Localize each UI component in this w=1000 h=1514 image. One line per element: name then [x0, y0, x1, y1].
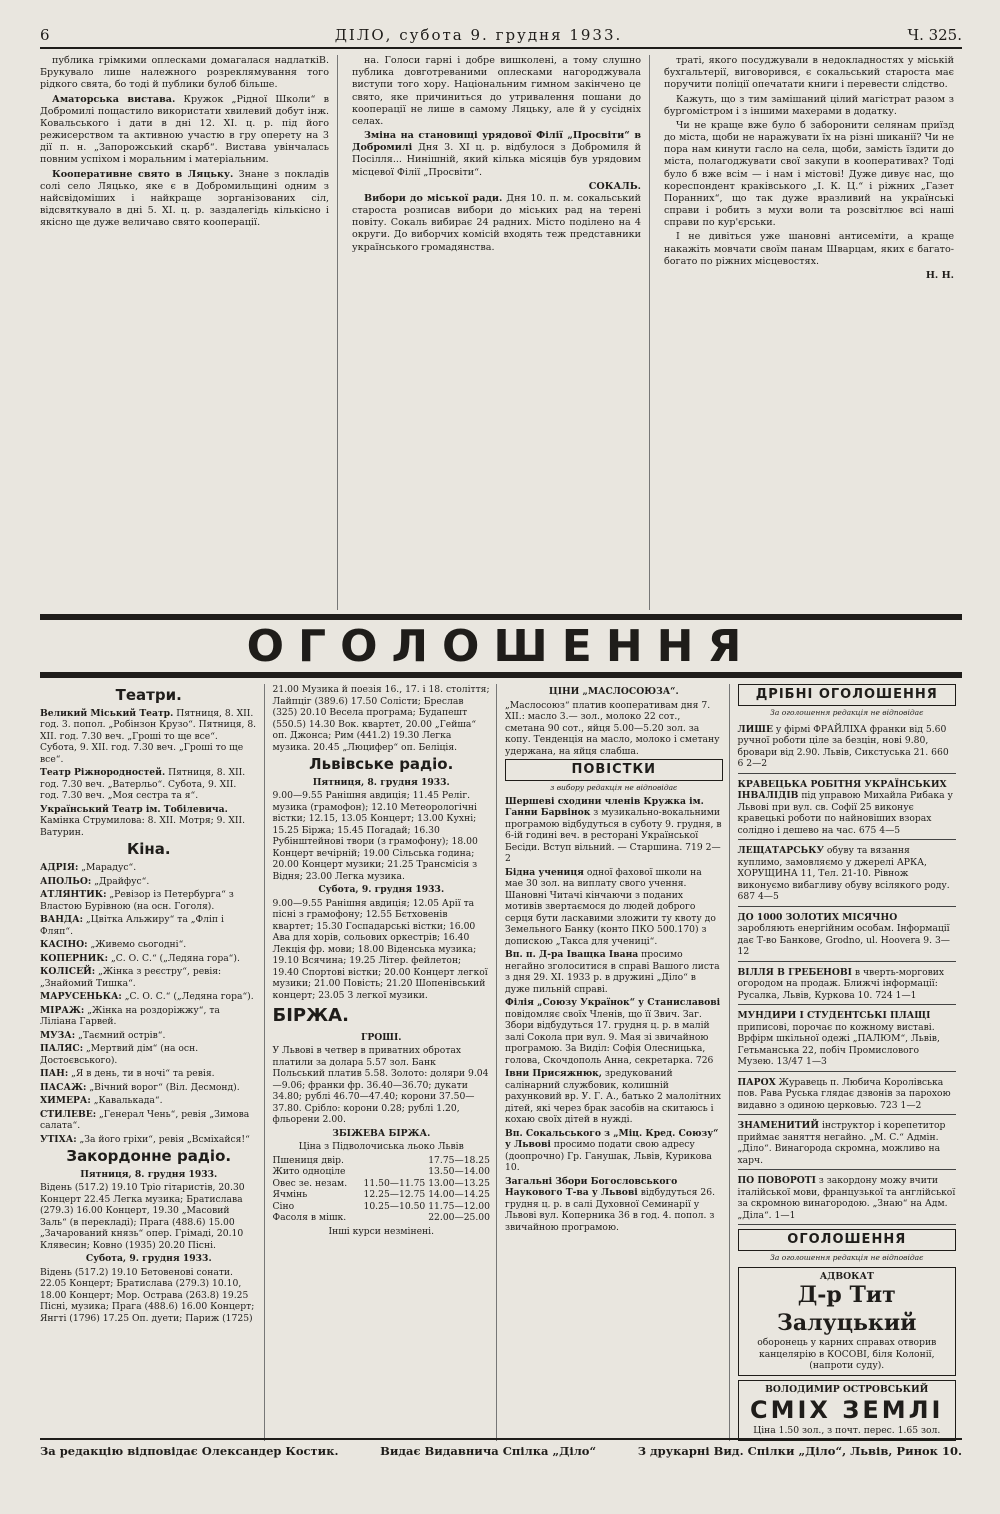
- paragraph-heading: Зміна на становищі урядової Філії „Просвіти“ в Добромилі: [352, 130, 641, 154]
- paragraph-heading: Кооперативне свято в Ляцьку.: [52, 168, 234, 180]
- small-ad-code: 13/47 1—3: [776, 1056, 827, 1068]
- article-signature: СОКАЛЬ.: [588, 180, 641, 192]
- cinema-item-heading: ПАСАЖ:: [40, 1081, 87, 1093]
- paragraph-text: Чи не краще вже було б заборонити селянам приїзд до міста, щоби не наражувати їх на різні шиканії? Чи не пора нам кинути гасло на села, щоби, замість їздити до міста, полагоджувати свої закупи в кооперативах? Тоді було б вже всім — і нам і містові! Дуже дивує нас, що кореспондент краківського „І. К. Ц.“ і ріжних „Газет Поранних“, що так дуже вразливий на українські справи і робить з мухи воли та розсвітлює всі наші справи по кур'єрськи.: [664, 119, 954, 229]
- cinema-item: [40, 1082, 258, 1094]
- grain-name: Овес зе. незам.: [272, 1177, 348, 1189]
- small-ad-heading: ЗНАМЕНИТИЙ: [737, 1120, 820, 1132]
- cinema-item-text: „Я в день, ти в ночі“ та ревія.: [71, 1068, 215, 1079]
- cinema-item-text: „Марадус“.: [81, 862, 137, 873]
- grain-row: [273, 1201, 491, 1213]
- notice-item-text: одної фахової школи на мае 30 зол. на виплату свого учення. Шановні Читачі кінчаючи з поданих мотивів звертаємося до людей доброго серця бути ласкавими зложити ту квоту до Земельного Банку (конто ПКО 500.170) з допискою „Такса для учениці“.: [505, 866, 716, 947]
- small-ad-heading: КРАВЕЦЬКА РОБІТНЯ УКРАЇНСЬКИХ ІНВАЛІДІВ: [737, 778, 947, 802]
- article-column-3: [664, 55, 962, 610]
- ads-column-4: [738, 684, 963, 1441]
- lawyer-name: Д-р Тит Залуцький: [777, 1282, 917, 1336]
- notice-item: [505, 1176, 723, 1234]
- ads-disclaimer-2: За оголошення редакція не відповідає: [770, 1253, 924, 1263]
- cinema-item: [40, 1043, 258, 1066]
- ads-column-3: [505, 684, 730, 1441]
- cinema-heading: Кіна.: [126, 840, 171, 859]
- notice-item: [505, 867, 723, 948]
- cinema-item-text: „Мертвий дім“ (на осн. Достоєвського).: [40, 1043, 199, 1066]
- grain-price: 22.00—25.00: [428, 1212, 490, 1224]
- notice-item-heading: Шершеві сходини членів Кружка ім. Ганни Барвінок: [505, 795, 704, 819]
- notice-item-text: просимо подати свою адресу (доопрочно) Гр. Ганушак, Львів, Курикова 10.: [505, 1139, 712, 1174]
- article-paragraph: [664, 94, 954, 118]
- prices-heading: ЦІНИ „МАСЛОСОЮЗА“.: [548, 686, 679, 697]
- small-ad: [738, 1007, 957, 1072]
- notices-disclaimer: з вибору редакція не відповідає: [550, 783, 678, 793]
- small-ad-code: 3—12: [737, 934, 950, 958]
- article-paragraph: [352, 193, 641, 254]
- notice-item-heading: Вп. п. Д-ра Іващка Івана: [505, 949, 639, 961]
- small-ad-heading: ПАРОХ: [737, 1076, 776, 1088]
- cinema-item-heading: УТІХА:: [40, 1133, 77, 1145]
- article-paragraph: [664, 120, 954, 230]
- grain-price: 17.75—18.25: [428, 1154, 490, 1166]
- paragraph-text: на. Голоси гарні і добре вишколені, а тому слушно публика довготреваними оплесками нагороджувала виступи того хору. Національним гимном закінчено це свято, яке причиниться до утривалення пошани до кооперації не лише в самому Ляцьку, але й у сусідніх селах.: [352, 55, 641, 127]
- book-ad: [738, 1380, 957, 1441]
- theatre-item-text: Пятниця, 8. XII. год. 3. попол. „Робінзон Крузо“. Пятниця, 8. XII. год. 7.30 веч. „Гроші то ще все“. Субота, 9. XII. год. 7.30 веч. „Гроші то ще все“.: [40, 707, 257, 765]
- small-ad-text: з закордону можу вчити італійської мови, французької та англійської за скромною винагородою. „Знаю“ на Адм. „Діла“.: [737, 1175, 956, 1221]
- grain-price: 13.50—14.00: [428, 1166, 490, 1178]
- theatre-list: [40, 708, 258, 839]
- ads-heading-2: ОГОЛОШЕННЯ: [738, 1229, 957, 1251]
- small-ad: [738, 964, 957, 1006]
- cinema-item-text: „Ревізор із Петербурга“ з Властою Бурівною (на осн. Гоголя).: [40, 889, 234, 912]
- notice-item-text: зредукований салінарний службовик, колишній рахунковий вр. У. Г. А., батько 2 малолітних дітей, які через брак засобів на скитаюсь і кохаю своїх дітей в нужді.: [505, 1068, 722, 1126]
- cinema-item-heading: СТИЛЕВЕ:: [40, 1108, 97, 1120]
- notice-item-code: 719 2—2: [505, 841, 721, 865]
- cinema-item-text: „Генерал Чень“, ревія „Зимова салата“.: [40, 1108, 250, 1131]
- small-ad-text: в чверть-моргових огородом на продаж. Ближчі інформації: Русалка, Львів, Куркова 10.: [737, 966, 945, 1001]
- cinema-item-heading: КОПЕРНИК:: [40, 952, 109, 964]
- paragraph-text: траті, якого посуджували в недокладностях у міській бухгальтерії, виговорився, є сокальський староста має поручити поліції опечатати книги і перевести слідство.: [664, 55, 954, 91]
- paragraph-text: Знане з покладів солі село Ляцько, яке є в Добромильщині одним з найсвідоміших і найкраще зорганізованих сіл, відсвяткувало в дні 5. XI. ц. р. заздалегідь кількісно і якісно ще дуже величаво свято кооперації.: [40, 168, 329, 229]
- grain-row: [273, 1178, 491, 1190]
- grain-row: [273, 1212, 491, 1224]
- cinema-item: [40, 1030, 258, 1042]
- cinema-item: [40, 862, 258, 874]
- cinema-item-text: „Цвітка Альжиру“ та „Фліп і Фляп“.: [40, 914, 224, 937]
- small-ad-heading: ЛЕЩАТАРСЬКУ: [737, 845, 824, 857]
- small-ad-text: Журавець п. Любича Королівська пов. Рава Руська глядає дзвонів за парохою видавно з одиною церковью.: [737, 1076, 951, 1111]
- notice-item-heading: Бідна учениця: [505, 866, 584, 878]
- small-ad-heading: ДО 1000 ЗОЛОТИХ МІСЯЧНО: [737, 911, 898, 923]
- footer-publisher: Видає Видавнича Спілка „Діло“: [380, 1444, 597, 1458]
- cinema-item: [40, 1109, 258, 1132]
- cinema-item-heading: ВАНДА:: [40, 914, 83, 925]
- page-number: 6: [40, 26, 50, 44]
- cinema-item: [40, 914, 258, 937]
- small-ad-heading: ЛИШЕ: [737, 723, 773, 735]
- radio-date-2: Субота, 9. грудня 1933.: [85, 1253, 212, 1265]
- lawyer-text: оборонець у карних справах отворив канцелярію в КОСОВІ, біля Колонії, (напроти суду).: [757, 1337, 937, 1372]
- masthead-title: ДІЛО, субота 9. грудня 1933.: [334, 26, 623, 44]
- paragraph-text: Кружок „Рідної Школи“ в Добромилі пощастило використати хвилевий добут інж. Ковальського і дати в дні 12. XI. ц. р. під його режисерством та активною участю в гру оперету на 3 дії п. н. „Запорожський скарб“. Вистава увінчалась повним успіхом і моральним і матеріальним.: [40, 93, 329, 166]
- notice-item-heading: Івни Присяжнюк,: [505, 1068, 602, 1080]
- lawyer-ad: [738, 1267, 957, 1376]
- paragraph-heading: Аматорська вистава.: [52, 93, 176, 105]
- theatre-heading: Театри.: [115, 686, 182, 704]
- cinema-item-heading: ХИМЕРА:: [40, 1095, 91, 1106]
- money-rates: У Львові в четвер в приватних обротах платили за долара 5.57 зол. Банк Польський платив 5.58. Золото: доляри 9.04—9.06; франки фр. 36.40—36.70; дукати 34.80; рублі 46.70—47.40; корони 37.50—37.80. Срібло: корони 0.28; рублі 1.20, фльорени 2.00.: [272, 1045, 489, 1126]
- article-column-2: [352, 55, 650, 610]
- cinema-item-text: „С. О. С.“ („Ледяна гора“).: [110, 952, 240, 964]
- small-ad-heading: ВІЛЛЯ В ГРЕБЕНОВІ: [737, 966, 852, 978]
- cinema-item-text: „Кавалькада“.: [93, 1095, 163, 1106]
- cinema-item-heading: КОЛІСЕЙ:: [40, 966, 96, 977]
- small-ad-text: приписові, порочає по кожному виставі. Врфірм шкільної одежі „ПАЛЮМ“, Львів, Гетьманська 22, побіч Промислового Музею.: [737, 1021, 940, 1068]
- grain-price: 12.25—12.75 14.00—14.25: [363, 1189, 490, 1201]
- notice-item: [505, 1068, 723, 1126]
- small-ads-list: [738, 721, 957, 1226]
- notice-item-heading: Вп. Сокальського з „Міц. Кред. Союзу“ у Львові: [505, 1127, 719, 1151]
- cinema-item-text: „Жінка з реєстру“, ревія: „Знайомий Тишка“.: [40, 966, 222, 989]
- grain-exchange-sub: Ціна з Підволочиська льоко Львів: [298, 1141, 464, 1153]
- cinema-item-heading: АДРІЯ:: [40, 862, 79, 873]
- cinema-item-text: „С. О. С.“ („Ледяна гора“).: [124, 991, 254, 1002]
- cinema-item: [40, 1095, 258, 1107]
- small-ad-text: обуву та вязання куплимо, замовляємо у джерелі АРКА, ХОРУЩИНА 11, Тел. 21-10. Рівнож виконуємо вибагливу обуву всілякого роду.: [737, 845, 950, 891]
- cinema-list: [40, 862, 258, 1145]
- cinema-item: [40, 1134, 258, 1146]
- small-ad-code: 660 6 2—2: [737, 746, 949, 770]
- small-ad-code: 687 4—5: [737, 891, 779, 903]
- book-author: ВОЛОДИМИР ОСТРОВСЬКИЙ: [765, 1383, 929, 1395]
- notice-item-heading: Філія „Союзу Українок“ у Станиславові: [505, 997, 721, 1009]
- grain-note: Інші курси незмінені.: [328, 1225, 435, 1237]
- grain-exchange-heading: ЗБІЖЕВА БІРЖА.: [332, 1127, 431, 1139]
- notice-item: [505, 796, 723, 865]
- paragraph-text: Дня 3. XI ц. р. відбулося з Добромиля й Посілля... Нинішній, який кілька місяців був урядовим місцевої Філії „Просвіти“.: [352, 142, 641, 178]
- grain-row: [273, 1155, 491, 1167]
- small-ad-text: заробляють енергійним особам. Інформації дає Т-во Банкове, Grodno, ul. Hoovera 9.: [737, 923, 950, 946]
- paragraph-heading: Вибори до міської ради.: [364, 192, 503, 204]
- cinema-item: [40, 966, 258, 989]
- lviv-radio-program-1: 9.00—9.55 Ранішня авдиція; 11.45 Реліг. музика (грамофон); 12.10 Метеорологічні вістки; 12.15, 13.05 Концерт; 13.00 Кухні; 15.25 Біржа; 15.45 Погадай; 16.30 Рубінштейнові твори (з грамофону); 18.00 Концерт вечірній; 19.00 Сільська година; 20.00 Концерт музики; 21.25 Трансмісія з Відня; 23.00 Легка музика.: [272, 790, 478, 882]
- cinema-item-heading: МІРАЖ:: [40, 1004, 85, 1016]
- grain-name: Сіно: [272, 1200, 295, 1212]
- notice-item-text: просимо негайно зголоситися в справі Вашого листа з дня 29. XI. 1933 р. в дружині „Діло“ в дуже пильній справі.: [505, 949, 720, 995]
- page-footer: [40, 1438, 962, 1458]
- cinema-item: [40, 1068, 258, 1080]
- cinema-item-heading: КАСІНО:: [40, 939, 88, 950]
- cinema-item-text: „Драйфус“.: [94, 875, 150, 887]
- radio-date-1: Пятниця, 8. грудня 1933.: [80, 1168, 218, 1180]
- article-paragraph: [40, 55, 329, 92]
- cinema-item-heading: ПАН:: [40, 1068, 69, 1079]
- paragraph-text: публика грімкими оплесками домагалася надлаткіВ. Брукувало лише належного розреклямування того рідкого свята, бо тоді й публики булоб більше.: [40, 55, 329, 91]
- notice-item-text: повідомляє своїх Членів, що її Звич. Заг. Збори відбудуться 17. грудня ц. р. в малій залі Сокола при вул. 9. Мая зі звичайною програмою. За Виділ: Софія Олесницька, голова, Скочдополь Анна, секретарка.: [505, 1008, 710, 1066]
- theatre-item: [40, 708, 258, 766]
- notice-item-heading: Загальні Збори Богословського Наукового Т-ва у Львові: [505, 1175, 678, 1199]
- footer-editor: За редакцію відповідає Олександер Костик.: [40, 1444, 339, 1458]
- ads-column-1: [40, 684, 265, 1441]
- small-ad: [738, 909, 957, 962]
- book-title: СМІХ ЗЕМЛІ: [750, 1396, 944, 1425]
- small-ad-text: у фірмі ФРАЙЛІХА франки від 5.60 ручної роботи ціле за безцін, нові 9.80, бровари від 2.90. Львів, Сикстуська 21.: [737, 723, 947, 758]
- small-ad: [738, 1074, 957, 1116]
- notice-item: [505, 997, 723, 1066]
- small-ad-code: 724 1—1: [875, 989, 917, 1001]
- cinema-item-heading: ПАЛЯС:: [40, 1043, 84, 1054]
- lviv-radio-date-2: Субота, 9. грудня 1933.: [318, 884, 445, 896]
- small-ad: [738, 721, 957, 774]
- small-ad-code: 675 4—5: [858, 824, 901, 836]
- lviv-radio-heading: Львівське радіо.: [309, 755, 454, 773]
- footer-printer: З друкарні Вид. Спілки „Діло“, Львів, Ринок 10.: [637, 1444, 962, 1458]
- small-ad-text: під управою Михайла Рибака у Львові при вул. св. Софії 25 виконує кравецькі роботи по найновіших взорах солідно і дешево на час.: [737, 790, 953, 836]
- small-ad: [738, 1117, 957, 1170]
- theatre-item-text: Пятниця, 8. XII. год. 7.30 веч. „Ватерльо“. Субота, 9. XII. год. 7.30 веч. „Моя сестра та я“.: [40, 767, 246, 802]
- small-ads-heading: ДРІБНІ ОГОЛОШЕННЯ: [738, 684, 957, 706]
- paragraph-text: Дня 10. п. м. сокальський староста розписав вибори до міських рад на терені повіту. Сокаль вибирає 24 радних. Місто поділено на 4 округи. До виборчих комісій входять теж представники українського громадянства.: [352, 192, 641, 253]
- article-signature: Н. Н.: [925, 269, 954, 281]
- ads-banner: [40, 614, 962, 678]
- small-ad: [738, 1172, 957, 1225]
- grain-name: Ячмінь: [272, 1189, 308, 1201]
- foreign-radio-heading: Закордонне радіо.: [66, 1147, 232, 1165]
- exchange-heading: БІРЖА.: [272, 1005, 349, 1027]
- article-paragraph: [664, 55, 954, 92]
- radio-program-cont: 21.00 Музика й поезія 16., 17. і 18. століття; Лайпціг (389.6) 17.50 Солісти; Бреслав (325) 20.10 Весела програма; Будапешт (550.5) 14.30 Вок. квартет, 20.00 „Гейша“ оп. Джонса; Рим (441.2) 19.30 Легка музика. 20.45 „Люцифер“ оп. Беліція.: [272, 684, 490, 753]
- article-paragraph: [40, 169, 329, 230]
- small-ad-code: 1—1: [774, 1209, 796, 1221]
- cinema-item-heading: МАРУСЕНЬКА:: [40, 991, 122, 1002]
- cinema-item: [40, 953, 258, 965]
- small-ad: [738, 776, 957, 841]
- theatre-item-heading: Великий Міський Театр.: [40, 707, 174, 719]
- lviv-radio-date-1: Пятниця, 8. грудня 1933.: [312, 776, 450, 788]
- article-paragraph: [352, 130, 641, 179]
- article-paragraph: [352, 55, 641, 128]
- notices-list: [505, 796, 723, 1234]
- cinema-item: [40, 876, 258, 888]
- lawyer-label: АДВОКАТ: [819, 1270, 874, 1282]
- small-ad-code: 723 1—2: [880, 1099, 922, 1111]
- notices-heading: ПОВІСТКИ: [505, 759, 723, 781]
- grain-name: Пшениця двір.: [272, 1154, 344, 1166]
- theatre-item-heading: Театр Ріжнородностей.: [40, 767, 166, 779]
- small-ad-heading: МУНДИРИ І СТУДЕНТСЬКІ ПЛАЩІ: [737, 1010, 931, 1022]
- small-ad-heading: ПО ПОВОРОТІ: [737, 1175, 816, 1187]
- cinema-item: [40, 889, 258, 912]
- small-ad: [738, 842, 957, 907]
- cinema-item-heading: АТЛЯНТИК:: [40, 889, 107, 900]
- cinema-item-text: „Жінка на роздоріжжу“, та Ліліана Гарвей.: [40, 1004, 220, 1027]
- notice-item-code: 726: [695, 1054, 714, 1066]
- grain-name: Фасоля в мішк.: [272, 1212, 347, 1224]
- cinema-item-heading: МУЗА:: [40, 1029, 76, 1041]
- cinema-item-text: „Вічний ворог“ (Віл. Десмонд).: [89, 1081, 240, 1093]
- cinema-item-text: „Таємний острів“.: [78, 1029, 166, 1041]
- paragraph-text: Кажуть, що з тим замішаний цілий магістрат разом з бургомістром і з іншими махерами в додатку.: [664, 93, 954, 117]
- theatre-item: [40, 804, 258, 839]
- cinema-item-heading: АПОЛЬО:: [40, 875, 92, 887]
- cinema-item: [40, 1005, 258, 1028]
- radio-program-2: Відень (517.2) 19.10 Бетовенові сонати. 22.05 Концерт; Братислава (279.3) 10.10, 18.00 Концерт; Мор. Острава (263.8) 19.25 Пісні, музика; Прага (488.6) 16.00 Концерт; Янгті (1796) 17.25 Оп. дуети; Париж (1725): [40, 1266, 255, 1324]
- small-ads-disclaimer: За оголошення редакція не відповідає: [770, 708, 924, 718]
- ads-columns: [40, 684, 962, 1437]
- theatre-item-heading: Український Театр ім. Тобілевича.: [40, 803, 228, 815]
- small-ad-text: інструктор і корепетитор приймає заняття негайно. „М. С.“ Адмін. „Діло“. Винагорода скромна, можливо на харч.: [737, 1120, 946, 1166]
- cinema-item: [40, 939, 258, 951]
- ads-column-2: [273, 684, 498, 1441]
- article-column-1: [40, 55, 338, 610]
- notice-item: [505, 1128, 723, 1174]
- theatre-item: [40, 767, 258, 802]
- grain-row: [273, 1166, 491, 1178]
- prices-text: „Маслосоюз“ платив кооперативам дня 7. XII.: масло 3.— зол., молоко 22 сот., сметана 90 сот., яйця 5.00—5.20 зол. за копу. Тенденція на масло, молоко і сметану удержана, на яйця слабша.: [505, 699, 720, 757]
- theatre-item-text: Камінка Струмилова: 8. XII. Мотря; 9. XII. Ватурин.: [40, 815, 246, 838]
- masthead: [40, 26, 962, 49]
- cinema-item-text: „Живемо сьогодні“.: [90, 939, 187, 950]
- paragraph-text: І не дивіться уже шановні антисеміти, а краще накажіть мовчати своїм панам Шварцам, яких є багато-богато по ріжних місцевостях.: [664, 231, 954, 267]
- issue-number: Ч. 325.: [907, 26, 962, 44]
- cinema-item: [40, 991, 258, 1003]
- top-article-columns: [40, 55, 962, 610]
- grain-price-table: [273, 1155, 491, 1224]
- grain-price: 10.25—10.50 11.75—12.00: [363, 1200, 490, 1212]
- notice-item-text: відбудуться 26. грудня ц. р. в салі Духовної Семинарії у Львові вул. Коперника 36 в год. 4. попол. з звичайною програмою.: [505, 1187, 716, 1233]
- grain-row: [273, 1189, 491, 1201]
- grain-price: 11.50—11.75 13.00—13.25: [363, 1177, 490, 1189]
- article-paragraph: [40, 94, 329, 167]
- radio-program-1: Відень (517.2) 19.10 Тріо гітаристів, 20.30 Концерт 22.45 Легка музика; Братислава (279.3) 16.00 Концерт, 19.30 „Масовий Заль“ (в перекладі); Прага (488.6) 15.00 „Зачарований князь“ опер. Грімаді, 20.10 Клявесин; Ковно (1935) 20.20 Пісні.: [40, 1182, 245, 1251]
- ads-banner-title: ОГОЛОШЕННЯ: [246, 620, 756, 672]
- grain-name: Жито одноцілe: [272, 1166, 346, 1178]
- lviv-radio-program-2: 9.00—9.55 Ранішня авдиція; 12.05 Арії та пісні з грамофону; 12.55 Бєтховенів квартет; 15.30 Госпадарські вістки; 16.00 Ава для хорів, сольових оркестрів; 16.40 Лекція фр. мови; 18.00 Віденська музика; 19.10 Всячина; 19.25 Літер. фейлетон; 19.40 Спортові вістки; 20.00 Концерт легкої музики; 21.00 Повість; 21.20 Шопенівський концерт; 23.05 З легкої музики.: [272, 897, 488, 1001]
- article-paragraph: [664, 231, 954, 268]
- book-price: Ціна 1.50 зол., з почт. перес. 1.65 зол.: [753, 1425, 941, 1437]
- money-subheading: ГРОШІ.: [361, 1031, 402, 1043]
- notice-item: [505, 949, 723, 995]
- notice-item-text: з музикально-вокальними програмою відбудуться в суботу 9. грудня, в 6-ій годині веч. в ресторані Української Бесіди. Вступ вільний. — Старшина.: [505, 807, 722, 853]
- cinema-item-text: „За його гріхи“, ревія „Всміхайся!“: [79, 1133, 250, 1145]
